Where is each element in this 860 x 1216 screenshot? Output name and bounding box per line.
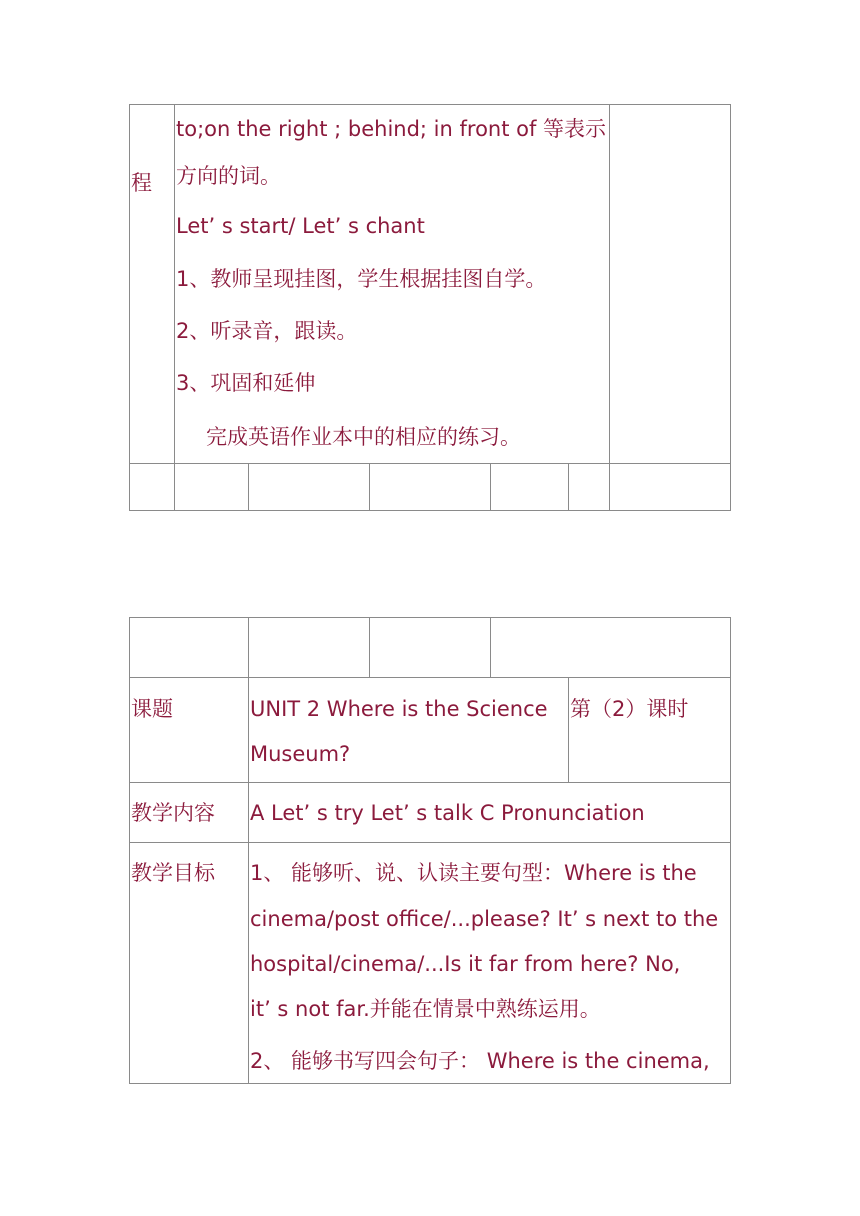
goals-line-5: 2、 能够书写四会句子： Where is the cinema,: [250, 1049, 710, 1073]
goals-label: 教学目标: [131, 861, 215, 885]
content-label: 教学内容: [131, 801, 215, 825]
goals-line-3: hospital/cinema/...Is it far from here? No,: [250, 952, 681, 976]
goals-line-2: cinema/post office/...please? It’ s next to the: [250, 907, 719, 931]
content-line-2: 方向的词。: [176, 164, 281, 188]
content-line-5: 2、听录音，跟读。: [176, 319, 358, 343]
goals-line-1: 1、 能够听、说、认读主要句型：Where is the: [250, 861, 697, 885]
topic-label: 课题: [131, 697, 173, 721]
topic-title-line-1: UNIT 2 Where is the Science: [250, 697, 548, 721]
content-line-6: 3、巩固和延伸: [176, 371, 316, 395]
content-value: A Let’ s try Let’ s talk C Pronunciation: [250, 801, 645, 825]
topic-title-line-2: Museum?: [250, 742, 351, 766]
content-line-3: Let’ s start/ Let’ s chant: [176, 214, 425, 238]
content-line-1: to;on the right ; behind; in front of 等表示: [176, 117, 607, 141]
lesson-period: 第（2）课时: [570, 697, 689, 721]
process-label-char: 程: [131, 171, 152, 195]
goals-line-4: it’ s not far.并能在情景中熟练运用。: [250, 997, 601, 1021]
content-line-7: 完成英语作业本中的相应的练习。: [206, 425, 521, 449]
content-line-4: 1、教师呈现挂图，学生根据挂图自学。: [176, 267, 547, 291]
